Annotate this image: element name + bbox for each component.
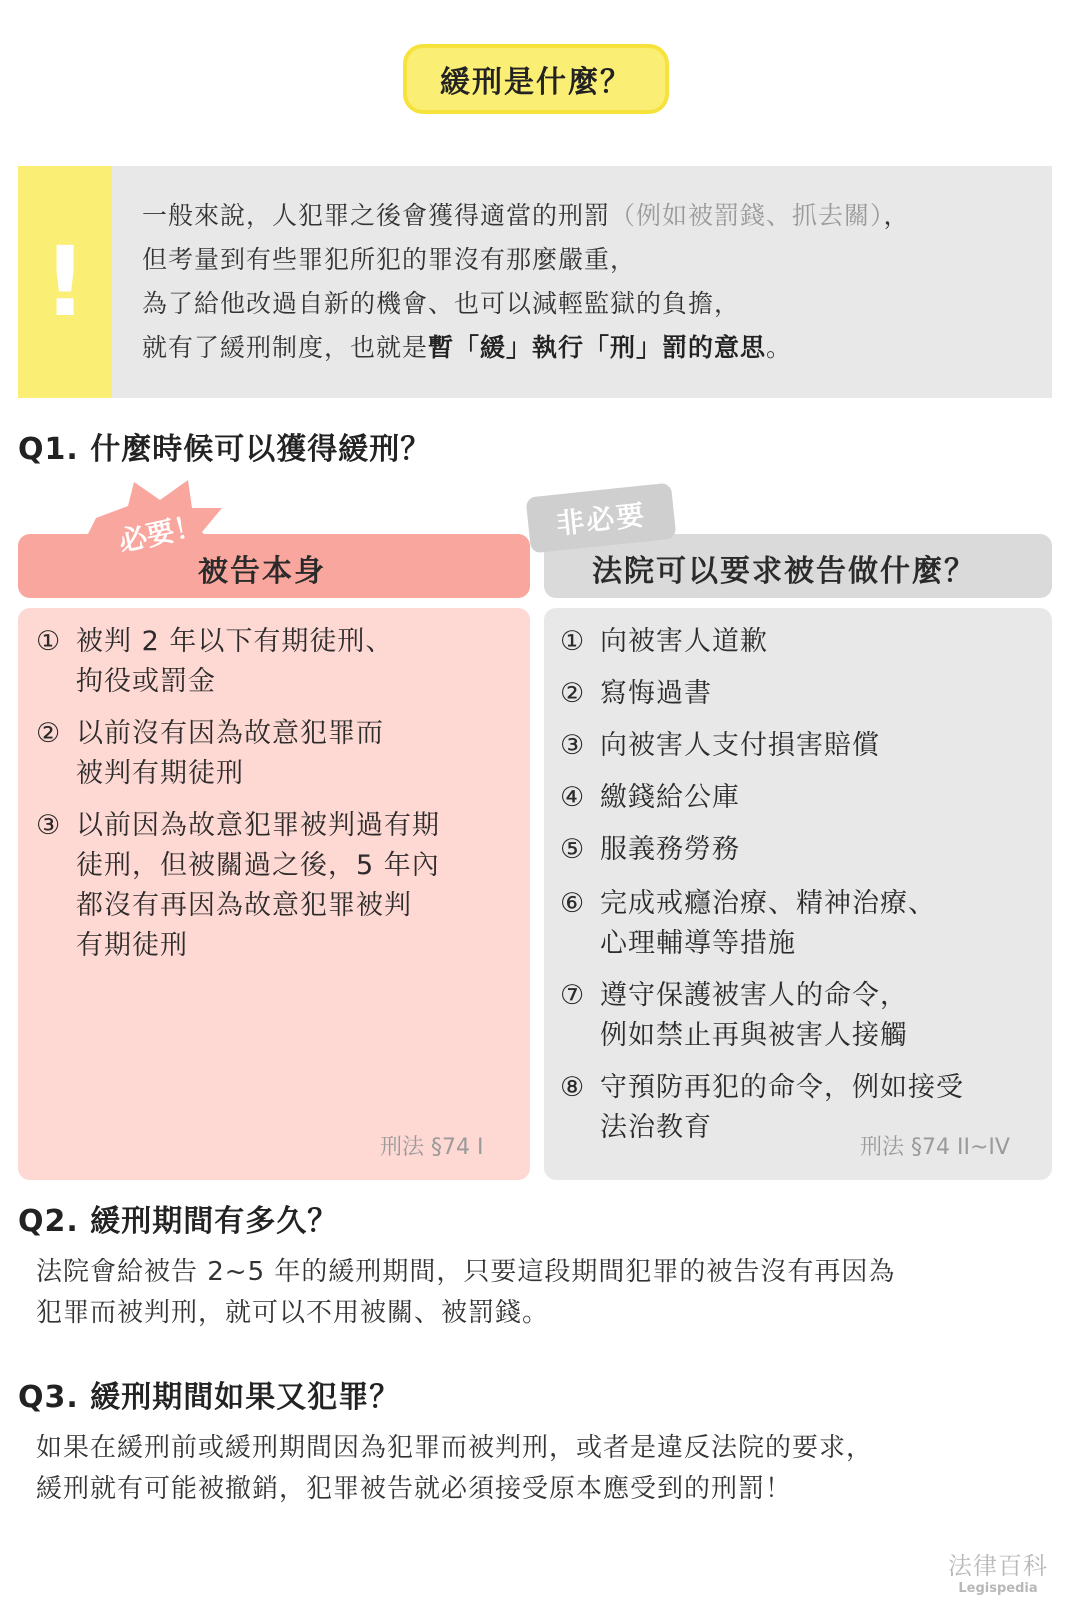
item-number: ⑤ bbox=[560, 834, 586, 865]
optional-item-5 bbox=[560, 830, 740, 870]
item-line: 遵守保護被害人的命令， bbox=[600, 980, 908, 1011]
item-number: ④ bbox=[560, 782, 586, 813]
required-badge-text: 必要！ bbox=[115, 508, 205, 559]
required-column-body bbox=[18, 608, 530, 1180]
page-title: 緩刑是什麼？ bbox=[403, 44, 669, 114]
q2-line-2: 犯罪而被判刑，就可以不用被關、被罰錢。 bbox=[36, 1298, 550, 1328]
intro-accent-bar bbox=[18, 166, 112, 398]
intro-line-1-main: 一般來說，人犯罪之後會獲得適當的刑罰 bbox=[142, 201, 611, 230]
intro-line-1-example: （例如被罰錢、抓去關） bbox=[610, 201, 884, 230]
required-law-reference: 刑法 §74 I bbox=[380, 1135, 484, 1160]
item-number: ⑧ bbox=[560, 1072, 586, 1103]
optional-column-body bbox=[544, 608, 1052, 1180]
intro-line-4 bbox=[142, 326, 1022, 370]
optional-badge: 非必要 bbox=[525, 483, 676, 554]
item-line: 服義務勞務 bbox=[600, 834, 740, 865]
item-line: 徒刑，但被關過之後，5 年內 bbox=[76, 850, 440, 881]
required-badge bbox=[86, 478, 226, 588]
intro-line-1-punct: ， bbox=[883, 201, 910, 230]
item-number: ③ bbox=[560, 730, 586, 761]
item-line: 被判有期徒刑 bbox=[76, 758, 244, 789]
item-line: 繳錢給公庫 bbox=[600, 782, 740, 813]
item-number: ③ bbox=[36, 810, 62, 841]
item-line: 被判 2 年以下有期徒刑、 bbox=[76, 626, 394, 657]
intro-line-4-main: 就有了緩刑制度，也就是 bbox=[142, 333, 429, 362]
item-line: 以前因為故意犯罪被判過有期 bbox=[76, 810, 440, 841]
item-line: 拘役或罰金 bbox=[76, 666, 216, 697]
intro-text bbox=[142, 194, 1022, 370]
logo-english: Legispedia bbox=[958, 1581, 1038, 1596]
intro-line-2: 但考量到有些罪犯所犯的罪沒有那麼嚴重， bbox=[142, 245, 637, 274]
item-number: ① bbox=[36, 626, 62, 657]
optional-item-1 bbox=[560, 622, 768, 662]
legispedia-logo bbox=[948, 1546, 1048, 1596]
exclamation-icon: ! bbox=[43, 226, 87, 338]
item-number: ① bbox=[560, 626, 586, 657]
optional-item-2 bbox=[560, 674, 712, 714]
item-number: ⑥ bbox=[560, 888, 586, 919]
item-number: ② bbox=[36, 718, 62, 749]
optional-item-7 bbox=[560, 976, 908, 1056]
optional-item-4 bbox=[560, 778, 740, 818]
logo-chinese: 法律百科 bbox=[948, 1552, 1048, 1580]
intro-line-1 bbox=[142, 194, 1022, 238]
required-item-2 bbox=[36, 714, 384, 794]
optional-column-title: 法院可以要求被告做什麼？ bbox=[592, 554, 976, 589]
q3-line-1: 如果在緩刑前或緩刑期間因為犯罪而被判刑，或者是違反法院的要求， bbox=[36, 1433, 874, 1463]
item-number: ② bbox=[560, 678, 586, 709]
optional-item-6 bbox=[560, 884, 936, 964]
required-item-1 bbox=[36, 622, 393, 702]
optional-law-reference: 刑法 §74 II~IV bbox=[860, 1135, 1010, 1160]
required-item-3 bbox=[36, 806, 440, 966]
item-line: 向被害人道歉 bbox=[600, 626, 768, 657]
q2-heading: Q2. 緩刑期間有多久？ bbox=[18, 1204, 339, 1239]
intro-line-4-punct: 。 bbox=[766, 333, 793, 362]
intro-line-4-emphasis: 暫「緩」執行「刑」罰的意思 bbox=[428, 333, 767, 362]
q3-heading: Q3. 緩刑期間如果又犯罪？ bbox=[18, 1380, 401, 1415]
intro-line-3: 為了給他改過自新的機會、也可以減輕監獄的負擔， bbox=[142, 289, 741, 318]
q2-line-1: 法院會給被告 2~5 年的緩刑期間，只要這段期間犯罪的被告沒有再因為 bbox=[36, 1257, 896, 1287]
item-line: 都沒有再因為故意犯罪被判 bbox=[76, 890, 412, 921]
item-line: 完成戒癮治療、精神治療、 bbox=[600, 888, 936, 919]
item-line: 以前沒有因為故意犯罪而 bbox=[76, 718, 384, 749]
item-line: 例如禁止再與被害人接觸 bbox=[600, 1020, 908, 1051]
q1-heading: Q1. 什麼時候可以獲得緩刑？ bbox=[18, 432, 432, 467]
intro-box bbox=[18, 166, 1052, 398]
optional-item-3 bbox=[560, 726, 880, 766]
q3-line-2: 緩刑就有可能被撤銷，犯罪被告就必須接受原本應受到的刑罰！ bbox=[36, 1474, 793, 1504]
item-line: 寫悔過書 bbox=[600, 678, 712, 709]
item-number: ⑦ bbox=[560, 980, 586, 1011]
item-line: 法治教育 bbox=[600, 1112, 712, 1143]
item-line: 有期徒刑 bbox=[76, 930, 188, 961]
item-line: 守預防再犯的命令，例如接受 bbox=[600, 1072, 964, 1103]
required-column-title: 被告本身 bbox=[198, 554, 326, 589]
item-line: 心理輔導等措施 bbox=[600, 928, 796, 959]
item-line: 向被害人支付損害賠償 bbox=[600, 730, 880, 761]
